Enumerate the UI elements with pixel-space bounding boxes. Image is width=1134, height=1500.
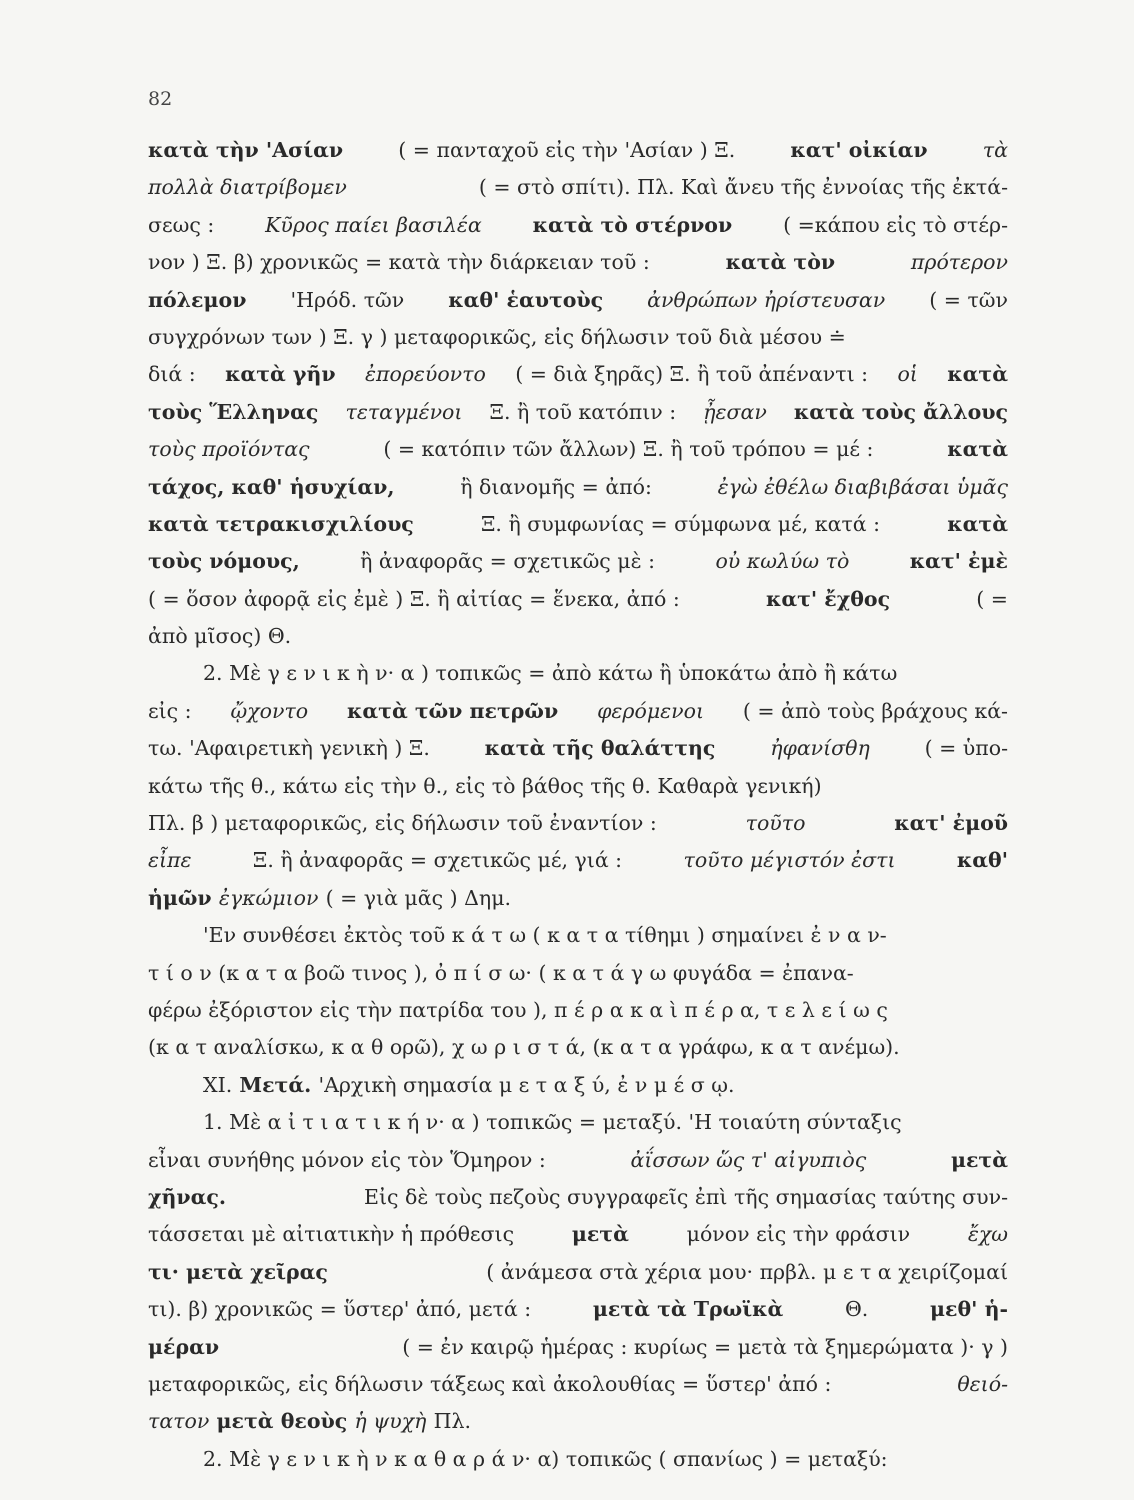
text-segment: (κ α τ αναλίσκω, κ α θ ορῶ), χ ω ρ ι σ τ ά, (κ α τ α γράφω, κ α τ ανέμω). <box>148 1035 900 1060</box>
italic-example: τοῦτο <box>745 811 806 836</box>
text-line <box>148 207 1008 244</box>
bold-term: Μετά. <box>239 1072 312 1097</box>
text-segment: μόνον εἰς τὴν φράσιν <box>686 1222 911 1247</box>
italic-example: οὐ κωλύω τὸ <box>715 549 850 574</box>
italic-example: τοῦτο μέγιστόν ἐστι <box>683 848 896 873</box>
text-line <box>148 431 1008 468</box>
bold-term: κατ' ἐμοῦ <box>894 811 1008 836</box>
text-line <box>148 1179 1008 1216</box>
text-line <box>148 1142 1008 1179</box>
text-segment: 1. Μὲ α ἰ τ ι α τ ι κ ή ν· α ) τοπικῶς = μεταξύ. 'Η τοιαύτη σύνταξις <box>203 1110 902 1135</box>
text-line <box>148 1067 1008 1104</box>
bold-term: κατὰ γῆν <box>225 362 336 387</box>
bold-term: καθ' ἑαυτοὺς <box>448 287 604 312</box>
text-segment: εἰς : <box>148 698 192 723</box>
text-line <box>148 768 1008 805</box>
page-number: 82 <box>148 88 173 110</box>
text-line <box>148 1441 1008 1478</box>
text-line <box>148 469 1008 506</box>
bold-term: κατ' ἐμὲ <box>909 549 1008 574</box>
bold-term: κατὰ τῶν πετρῶν <box>347 698 559 723</box>
italic-example: τεταγμένοι <box>345 399 463 424</box>
text-line <box>148 282 1008 319</box>
text-segment: ἢ διανομῆς = ἀπό: <box>460 474 652 499</box>
text-segment: κάτω τῆς θ., κάτω εἰς τὴν θ., εἰς τὸ βάθος τῆς θ. Καθαρὰ γενική) <box>148 773 822 798</box>
bold-term: χῆνας. <box>148 1184 227 1209</box>
text-segment: ( = κατόπιν τῶν ἄλλων) Ξ. ἢ τοῦ τρόπου = μέ : <box>383 437 874 462</box>
italic-example: οἱ <box>897 362 918 387</box>
text-segment: 'Εν συνθέσει ἐκτὸς τοῦ κ ά τ ω ( κ α τ α τίθημι ) σημαίνει ἐ ν α ν- <box>203 923 887 948</box>
text-segment: ( = <box>976 586 1008 611</box>
text-segment: ( = ἀπὸ τοὺς βράχους κά- <box>742 698 1008 723</box>
italic-example: ἐγὼ ἐθέλω διαβιβάσαι ὑμᾶς <box>717 474 1008 499</box>
text-line <box>148 992 1008 1029</box>
italic-example: ἠφανίσθη <box>770 736 870 761</box>
text-segment: τάσσεται μὲ αἰτιατικὴν ἡ πρόθεσις <box>148 1222 515 1247</box>
text-segment: ( = ὅσον ἀφορᾷ εἰς ἐμὲ ) Ξ. ἢ αἰτίας = ἕνεκα, ἀπό : <box>148 586 680 611</box>
text-segment: ( = ὑπο- <box>924 736 1008 761</box>
italic-example: τὰ <box>982 138 1008 162</box>
text-segment: τι). β) χρονικῶς = ὕστερ' ἀπό, μετά : <box>148 1297 532 1322</box>
italic-example: θειό- <box>957 1371 1008 1396</box>
text-segment: φέρω ἐξόριστον εἰς τὴν πατρίδα του ), π έ ρ α κ α ὶ π έ ρ α, τ ε λ ε ί ω ς <box>148 997 888 1022</box>
italic-example: πρότερον <box>910 250 1008 275</box>
text-segment: ( = τῶν <box>929 287 1008 312</box>
italic-example: εἶπε <box>148 848 192 873</box>
text-line <box>148 356 1008 393</box>
text-segment: 2. Μὲ γ ε ν ι κ ὴ ν κ α θ α ρ ά ν· α) τοπικῶς ( σπανίως ) = μεταξύ: <box>203 1446 888 1471</box>
bold-term: μετὰ τὰ Τρωϊκὰ <box>592 1297 784 1322</box>
text-line <box>148 244 1008 281</box>
bold-term: μετὰ <box>950 1147 1008 1172</box>
text-segment: Ξ. ἢ συμφωνίας = σύμφωνα μέ, κατά : <box>481 511 881 536</box>
bold-term: μεθ' ἡ- <box>930 1297 1008 1322</box>
text-line <box>148 169 1008 206</box>
text-segment: ( = διὰ ξηρᾶς) Ξ. ἢ τοῦ ἀπέναντι : <box>515 362 869 387</box>
italic-example: φερόμενοι <box>597 698 704 723</box>
bold-term: μέραν <box>148 1334 220 1359</box>
bold-term: κατ' οἰκίαν <box>790 138 928 162</box>
italic-example: Κῦρος παίει βασιλέα <box>265 212 482 237</box>
text-line <box>148 655 1008 692</box>
text-segment: νον ) Ξ. β) χρονικῶς = κατὰ τὴν διάρκειαν τοῦ : <box>148 250 650 275</box>
text-line <box>148 132 1008 169</box>
italic-example: ἐγκώμιον <box>218 885 319 910</box>
bold-term: κατὰ τὴν 'Ασίαν <box>148 138 344 162</box>
text-segment: Θ. <box>844 1297 869 1322</box>
text-segment: ( = ἐν καιρῷ ἡμέρας : κυρίως = μετὰ τὰ ξημερώματα )· γ ) <box>402 1334 1008 1359</box>
italic-example: τατον <box>148 1409 210 1434</box>
text-segment: 2. Μὲ γ ε ν ι κ ὴ ν· α ) τοπικῶς = ἀπὸ κάτω ἢ ὑποκάτω ἀπὸ ἢ κάτω <box>203 661 898 686</box>
italic-example: τοὺς προϊόντας <box>148 437 310 462</box>
text-line <box>148 880 1008 917</box>
bold-term: κατὰ <box>947 437 1008 462</box>
bold-term: τοὺς Ἕλληνας <box>148 399 319 424</box>
bold-term: ἡμῶν <box>148 885 212 910</box>
bold-term: τάχος, καθ' ἡσυχίαν, <box>148 474 395 499</box>
italic-example: ἀΐσσων ὥς τ' αἰγυπιὸς <box>630 1147 867 1172</box>
bold-term: κατὰ τετρακισχιλίους <box>148 511 414 536</box>
body-text <box>148 132 1008 1478</box>
italic-example: ἀνθρώπων ἠρίστευσαν <box>647 287 886 312</box>
italic-example: πολλὰ διατρίβομεν <box>148 175 347 200</box>
bold-term: καθ' <box>956 848 1008 873</box>
text-line <box>148 394 1008 431</box>
text-segment: Ξ. ἢ ἀναφορᾶς = σχετικῶς μέ, γιά : <box>252 848 623 873</box>
text-segment: συγχρόνων των ) Ξ. γ ) μεταφορικῶς, εἰς δήλωσιν τοῦ διὰ μέσου ≐ <box>148 324 846 349</box>
text-line <box>148 1403 1008 1440</box>
text-line <box>148 730 1008 767</box>
text-segment: 'Αρχικὴ σημασία μ ε τ α ξ ύ, ἐ ν μ έ σ ῳ. <box>318 1072 735 1097</box>
text-segment: ( = πανταχοῦ εἰς τὴν 'Ασίαν ) Ξ. <box>398 138 736 162</box>
text-line <box>148 1216 1008 1253</box>
text-segment: ( = στὸ σπίτι). Πλ. Καὶ ἄνευ τῆς ἐννοίας τῆς ἐκτά- <box>478 175 1008 200</box>
text-line <box>148 543 1008 580</box>
text-segment: τω. 'Αφαιρετικὴ γενικὴ ) Ξ. <box>148 736 430 761</box>
text-line <box>148 693 1008 730</box>
bold-term: κατὰ τὸ στέρνον <box>532 212 733 237</box>
bold-term: μετὰ θεοὺς <box>216 1409 348 1434</box>
text-segment: 'Ηρόδ. τῶν <box>290 287 405 312</box>
text-line <box>148 319 1008 356</box>
text-line <box>148 1254 1008 1291</box>
text-line <box>148 842 1008 879</box>
text-line <box>148 581 1008 618</box>
text-segment: διά : <box>148 362 196 387</box>
text-segment: τ ί ο ν (κ α τ α βοῶ τινος ), ὀ π ί σ ω· ( κ α τ ά γ ω φυγάδα = ἐπανα- <box>148 960 854 985</box>
text-segment: σεως : <box>148 212 215 237</box>
bold-term: τι· μετὰ χεῖρας <box>148 1259 328 1284</box>
italic-example: ᾤχοντο <box>230 698 309 723</box>
text-line <box>148 1029 1008 1066</box>
text-segment: ἀπὸ μῖσος) Θ. <box>148 624 292 649</box>
text-line <box>148 506 1008 543</box>
bold-term: κατὰ τῆς θαλάττης <box>484 736 716 761</box>
italic-example: ᾖεσαν <box>703 399 767 424</box>
text-segment: Πλ. <box>433 1409 471 1434</box>
bold-term: μετὰ <box>571 1222 629 1247</box>
text-segment: εἶναι συνήθης μόνον εἰς τὸν Ὅμηρον : <box>148 1147 546 1172</box>
bold-term: κατ' ἔχθος <box>765 586 891 611</box>
text-line <box>148 1329 1008 1366</box>
text-line <box>148 955 1008 992</box>
italic-example: ἐπορεύοντο <box>364 362 486 387</box>
text-line <box>148 1291 1008 1328</box>
text-line <box>148 1104 1008 1141</box>
text-segment: ( ἀνάμεσα στὰ χέρια μου· πρβλ. μ ε τ α χειρίζομαί <box>486 1259 1008 1284</box>
text-segment: Εἰς δὲ τοὺς πεζοὺς συγγραφεῖς ἐπὶ τῆς σημασίας ταύτης συν- <box>364 1184 1008 1209</box>
text-segment: Πλ. β ) μεταφορικῶς, εἰς δήλωσιν τοῦ ἐναντίον : <box>148 811 657 836</box>
text-line <box>148 618 1008 655</box>
text-segment: ( =κάπου εἰς τὸ στέρ- <box>783 212 1008 237</box>
bold-term: κατὰ τοὺς ἄλλους <box>793 399 1008 424</box>
bold-term: τοὺς νόμους, <box>148 549 300 574</box>
bold-term: κατὰ <box>947 362 1008 387</box>
bold-term: κατὰ <box>947 511 1008 536</box>
text-line <box>148 1366 1008 1403</box>
bold-term: κατὰ τὸν <box>725 250 836 275</box>
text-segment: Ξ. ἢ τοῦ κατόπιν : <box>489 399 677 424</box>
bold-term: πόλεμον <box>148 287 247 312</box>
text-segment: ( = γιὰ μᾶς ) Δημ. <box>325 885 512 910</box>
italic-example: ἡ ψυχὴ <box>354 1409 427 1434</box>
text-line <box>148 917 1008 954</box>
italic-example: ἔχω <box>967 1222 1008 1247</box>
text-segment: ἢ ἀναφορᾶς = σχετικῶς μὲ : <box>360 549 656 574</box>
text-segment: XI. <box>203 1072 233 1097</box>
text-line <box>148 805 1008 842</box>
text-segment: μεταφορικῶς, εἰς δήλωσιν τάξεως καὶ ἀκολουθίας = ὕστερ' ἀπό : <box>148 1371 832 1396</box>
